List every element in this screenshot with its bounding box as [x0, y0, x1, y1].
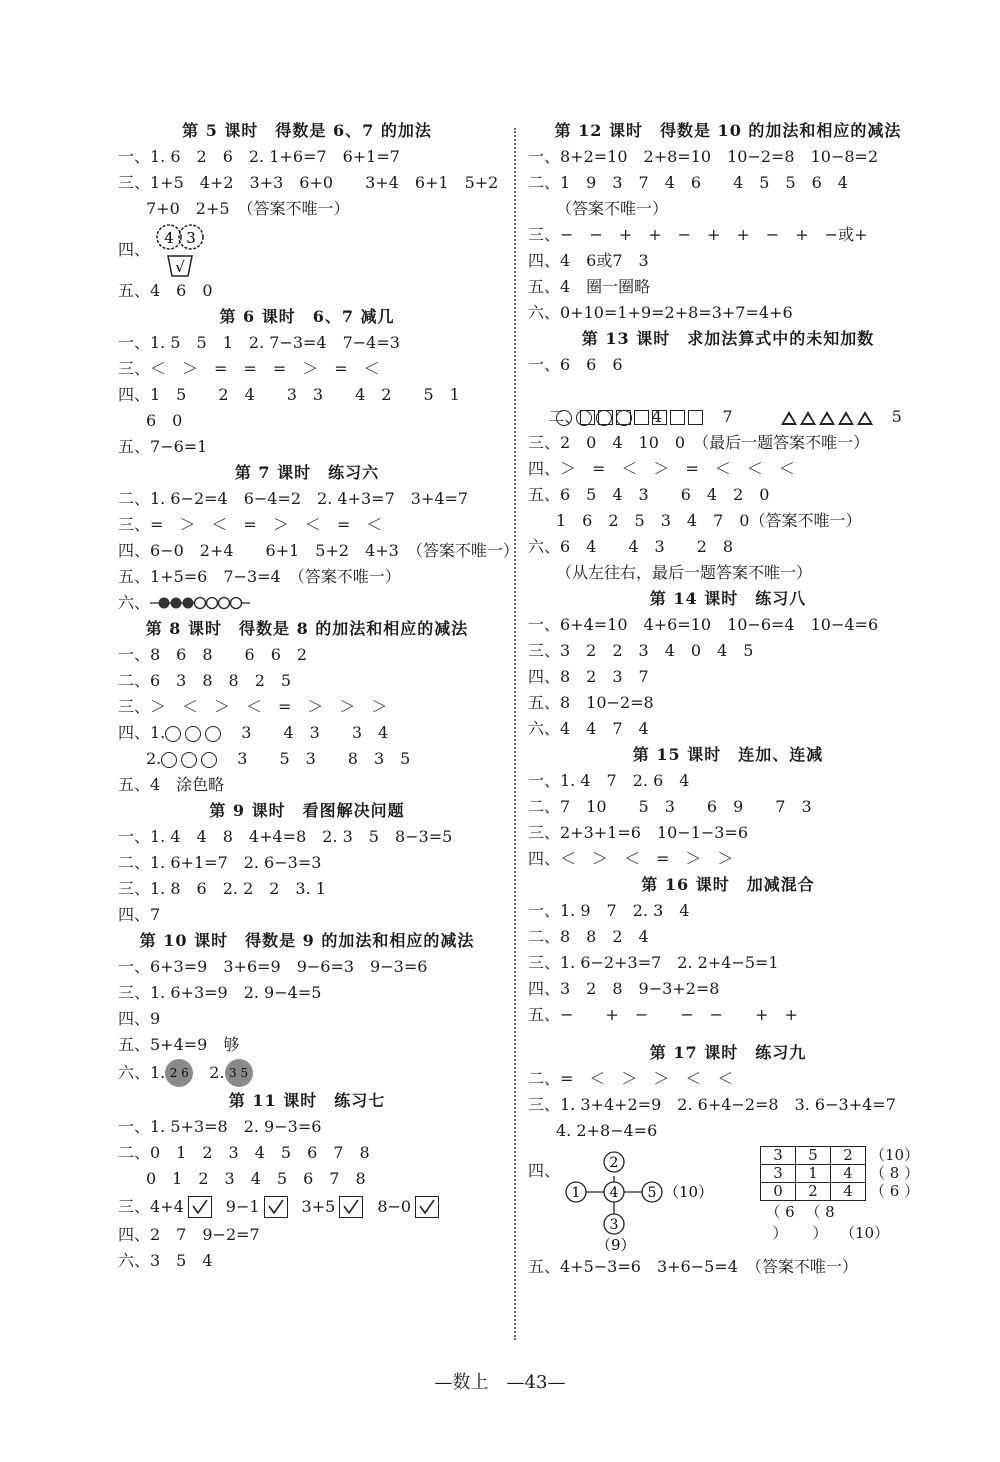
answer-line: 四、1 5 2 4 3 3 4 2 5 1: [118, 385, 460, 404]
answer-line: 一、8+2=10 2+8=10 10−2=8 10−8=2: [528, 147, 879, 166]
left-column: [118, 118, 519, 1274]
answer-line: 五、5+4=9 够: [118, 1035, 240, 1054]
answer-line: 二、0 1 2 3 4 5 6 7 8: [118, 1143, 370, 1162]
answer-line: 三、2+3+1=6 10−1−3=6: [528, 823, 749, 842]
answer-text: 4: [652, 407, 663, 426]
cross-top-number: 2: [609, 1155, 619, 1171]
lesson-7-title: 第 7 课时 练习六: [234, 463, 380, 482]
ball-icon: 2 6: [165, 1059, 193, 1087]
answer-line: 四、＜ ＞ ＜ = ＞ ＞: [528, 849, 734, 868]
answer-text: 3 4 3 3 4: [225, 723, 389, 742]
grid-row: [761, 1183, 920, 1201]
answer-line: 五、6 5 4 3 6 4 2 0: [528, 485, 770, 504]
answer-line: 六、4 4 7 4: [528, 719, 649, 738]
answer-line: 五、4 圈一圈略: [528, 277, 651, 296]
expr-text: 9−1: [225, 1197, 260, 1216]
number-cross-diagram: [556, 1144, 756, 1252]
answer-line: 四、7: [118, 905, 161, 924]
circle-icon: [161, 752, 177, 768]
page-footer: —数上 —43—: [434, 1372, 566, 1393]
lesson-15-title: 第 15 课时 连加、连减: [632, 745, 824, 764]
triangle-icon: [819, 411, 835, 425]
lesson-6-title: 第 6 课时 6、7 减几: [219, 307, 395, 326]
answer-line: 四、2 7 9−2=7: [118, 1225, 260, 1244]
answer-line: （从左往右，最后一题答案不唯一）: [556, 563, 813, 582]
grid-cell: 2: [831, 1147, 866, 1165]
answer-line: 四、9: [118, 1009, 161, 1028]
grid-cell: 3: [761, 1165, 796, 1183]
answer-line: 二、= ＜ ＞ ＞ ＜ ＜: [528, 1069, 734, 1088]
answer-line: 0 1 2 3 4 5 6 7 8: [146, 1169, 366, 1188]
answer-line: [118, 746, 496, 772]
answer-line: 二、7 10 5 3 6 9 7 3: [528, 797, 812, 816]
cross-row-sum: （10）: [664, 1183, 714, 1201]
answer-line: 二、1. 6−2=4 6−4=2 2. 4+3=7 3+4=7: [118, 489, 469, 508]
lesson-9-title: 第 9 课时 看图解决问题: [209, 801, 405, 820]
answer-line: 五、4 涂色略: [118, 775, 225, 794]
answer-line: 四、＞ = ＜ ＞ = ＜ ＜ ＜: [528, 459, 795, 478]
triangle-icon: [781, 411, 797, 425]
checked-box-icon: [339, 1196, 363, 1218]
triangle-icon: [800, 411, 816, 425]
lesson-17-title: 第 17 课时 练习九: [649, 1043, 807, 1062]
grid-cell: 5: [796, 1147, 831, 1165]
expr-text: 4+4: [150, 1197, 184, 1216]
right-column: [528, 118, 928, 1280]
checkbox-answer-row: [118, 1192, 496, 1222]
lesson-16-title: 第 16 课时 加减混合: [641, 875, 815, 894]
answer-line: 三、1. 3+4+2=9 2. 6+4−2=8 3. 6−3+4=7: [528, 1095, 896, 1114]
circle-icon: [576, 410, 592, 426]
question-label: 四、: [118, 240, 151, 259]
answer-line: 五、− + − − − + +: [528, 1005, 798, 1024]
answer-line: 六、6 4 4 3 2 8: [528, 537, 734, 556]
answer-line: （答案不唯一）: [556, 199, 669, 218]
answer-line: 一、1. 6 2 6 2. 1+6=7 6+1=7: [118, 147, 400, 166]
answer-line: 1 6 2 5 3 4 7 0（答案不唯一）: [556, 511, 862, 530]
lesson-12-title: 第 12 课时 得数是 10 的加法和相应的减法: [554, 121, 902, 140]
answer-line: 三、＜ ＞ = = = ＞ = ＜: [118, 359, 380, 378]
triangle-icon: [857, 411, 873, 425]
answer-line: 4. 2+8−4=6: [556, 1121, 658, 1140]
answer-text: 5: [891, 407, 902, 426]
answer-line: 一、1. 5 5 1 2. 7−3=4 7−4=3: [118, 333, 400, 352]
answer-line: 三、1. 6+3=9 2. 9−4=5: [118, 983, 322, 1002]
circle-icon: [201, 752, 217, 768]
answer-line: 三、1+5 4+2 3+3 6+0 3+4 6+1 5+2: [118, 173, 499, 192]
answer-line: 6 0: [146, 411, 183, 430]
checked-box-icon: [188, 1196, 212, 1218]
circle-icon: [596, 410, 612, 426]
column-divider: [514, 128, 516, 1340]
answer-line: 一、1. 9 7 2. 3 4: [528, 901, 690, 920]
flower-right-number: 3: [186, 229, 196, 247]
answer-line: 一、6 6 6: [528, 355, 623, 374]
question-label: 三、: [118, 1197, 151, 1216]
answer-text: 四、1.: [118, 723, 166, 742]
grid-cell: 4: [831, 1165, 866, 1183]
row-sum: （10）: [870, 1146, 920, 1164]
grid-cell: 4: [831, 1183, 866, 1201]
grid-cell: 3: [761, 1147, 796, 1165]
answer-line: 六、0+10=1+9=2+8=3+7=4+6: [528, 303, 793, 322]
bead-answer-row: [118, 590, 496, 616]
answer-line: 一、6+3=9 3+6=9 9−6=3 9−3=6: [118, 957, 428, 976]
flower-left-number: 4: [164, 229, 174, 247]
answer-line: 二、1. 6+1=7 2. 6−3=3: [118, 853, 322, 872]
ball-icon: 3 5: [225, 1059, 253, 1087]
answer-line: 三、1. 6−2+3=7 2. 2+4−5=1: [528, 953, 779, 972]
triangle-icon: [838, 411, 854, 425]
cross-right-number: 5: [647, 1185, 657, 1201]
answer-line: 三、＞ ＜ ＞ ＜ = ＞ ＞ ＞: [118, 697, 388, 716]
lesson-14-title: 第 14 课时 练习八: [649, 589, 807, 608]
circle-icon: [205, 726, 221, 742]
q4-figures: [528, 1144, 928, 1254]
square-icon: [688, 410, 703, 425]
answer-line: 四、3 2 8 9−3+2=8: [528, 979, 720, 998]
expr-text: 8−0: [377, 1197, 412, 1216]
circle-icon: [181, 752, 197, 768]
answer-line: 一、1. 4 7 2. 6 4: [528, 771, 690, 790]
grid-row: [761, 1147, 920, 1165]
answer-line: 一、6+4=10 4+6=10 10−6=4 10−4=6: [528, 615, 879, 634]
answer-line: 五、1+5=6 7−3=4 （答案不唯一）: [118, 567, 401, 586]
answer-line: 三、2 0 4 10 0 （最后一题答案不唯一）: [528, 433, 870, 452]
expr-text: 3+5: [301, 1197, 336, 1216]
question-label: 六、: [118, 593, 151, 612]
answer-line: 二、1 9 3 7 4 6 4 5 5 6 4: [528, 173, 848, 192]
number-grid: [760, 1146, 920, 1243]
column-sums: [760, 1201, 920, 1243]
col-sum: （10）: [840, 1224, 890, 1242]
grid-row: [761, 1165, 920, 1183]
col-sum: （ 6 ）: [765, 1203, 795, 1242]
grid-cell: 0: [761, 1183, 796, 1201]
cross-center-number: 4: [609, 1185, 619, 1201]
answer-line: 二、6 3 8 8 2 5: [118, 671, 292, 690]
cross-bottom-number: 3: [609, 1217, 619, 1233]
answer-line: [118, 720, 496, 746]
answer-text: 2.: [193, 1063, 225, 1082]
circle-icon: [165, 726, 181, 742]
answer-text: 3 5 3 8 3 5: [221, 749, 411, 768]
cross-col-sum: （9）: [596, 1236, 636, 1252]
row-sum: （ 6 ）: [870, 1182, 920, 1200]
answer-line: 五、4+5−3=6 3+6−5=4 （答案不唯一）: [528, 1257, 858, 1276]
answer-line: 三、1. 8 6 2. 2 2 3. 1: [118, 879, 326, 898]
grid-cell: 1: [796, 1165, 831, 1183]
answer-line: 四、6−0 2+4 6+1 5+2 4+3 （答案不唯一）: [118, 541, 519, 560]
check-mark: √: [175, 258, 185, 276]
answer-line: 四、8 2 3 7: [528, 667, 649, 686]
answer-text: 2.: [146, 749, 162, 768]
answer-line: 三、= ＞ ＜ = ＞ ＜ = ＜: [118, 515, 383, 534]
bead-string-icon: [150, 595, 250, 611]
square-icon: [670, 410, 685, 425]
cross-left-number: 1: [571, 1185, 581, 1201]
answer-line: 四、4 6或7 3: [528, 251, 649, 270]
lesson-11-title: 第 11 课时 练习七: [228, 1091, 386, 1110]
lesson-13-title: 第 13 课时 求加法算式中的未知加数: [581, 329, 875, 348]
answer-text: 六、1.: [118, 1063, 166, 1082]
col-sum: （ 8 ）: [805, 1203, 835, 1242]
question-label: 四、: [528, 1161, 561, 1180]
answer-line: 三、3 2 2 3 4 0 4 5: [528, 641, 754, 660]
flower-answer-row: [118, 222, 496, 278]
answer-text: 7: [722, 407, 733, 426]
answer-line: 二、8 8 2 4: [528, 927, 649, 946]
circle-icon: [556, 410, 572, 426]
lesson-8-title: 第 8 课时 得数是 8 的加法和相应的减法: [145, 619, 469, 638]
grid-table: [760, 1146, 920, 1201]
answer-line: 7+0 2+5 （答案不唯一）: [146, 199, 350, 218]
answer-line: 五、7−6=1: [118, 437, 208, 456]
ball-answer-row: [118, 1058, 496, 1088]
checked-box-icon: [415, 1196, 439, 1218]
answer-line: 三、− − + + − + + − + −或+: [528, 225, 868, 244]
answer-line: 五、4 6 0: [118, 281, 213, 300]
question-label: 二、: [548, 407, 581, 426]
grid-cell: 2: [796, 1183, 831, 1201]
answer-line: 六、3 5 4: [118, 1251, 213, 1270]
answer-line: 一、8 6 8 6 6 2: [118, 645, 308, 664]
answer-line: 一、1. 5+3=8 2. 9−3=6: [118, 1117, 322, 1136]
answer-line: 五、8 10−2=8: [528, 693, 654, 712]
checked-box-icon: [264, 1196, 288, 1218]
row-sum: （ 8 ）: [870, 1164, 920, 1182]
circle-icon: [185, 726, 201, 742]
flower-pot-icon: [150, 222, 214, 278]
lesson-5-title: 第 5 课时 得数是 6、7 的加法: [182, 121, 432, 140]
circle-icon: [616, 410, 632, 426]
lesson-10-title: 第 10 课时 得数是 9 的加法和相应的减法: [139, 931, 475, 950]
shapes-answer-row: [528, 378, 928, 426]
answer-line: 一、1. 4 4 8 4+4=8 2. 3 5 8−3=5: [118, 827, 453, 846]
